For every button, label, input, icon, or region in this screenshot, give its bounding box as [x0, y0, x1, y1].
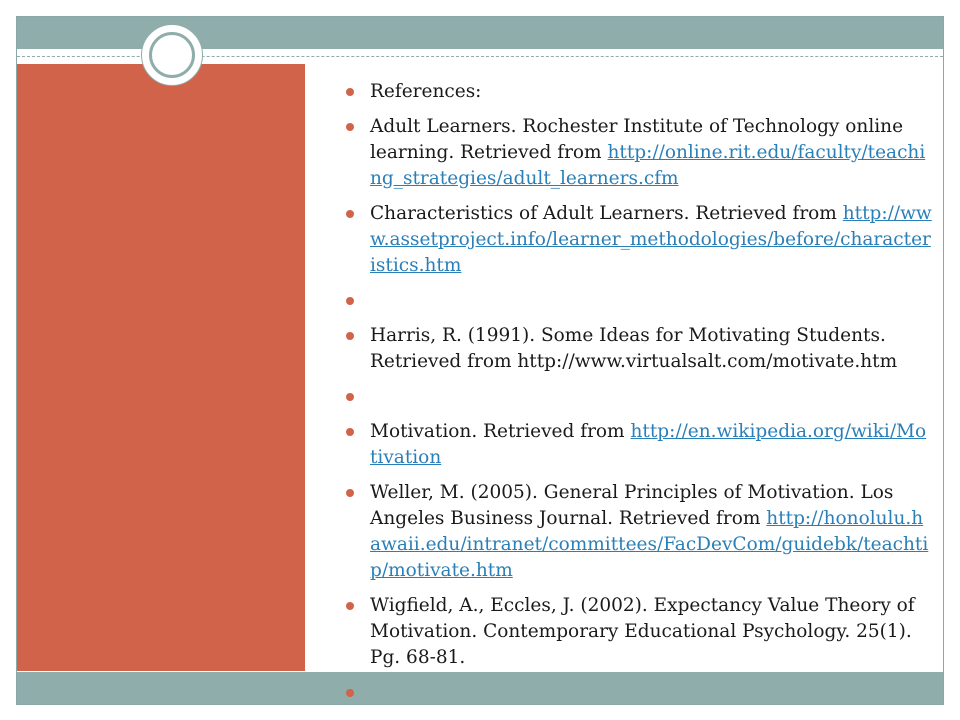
references-heading-item	[344, 79, 932, 105]
bullet-icon	[346, 689, 354, 697]
bullet-icon	[346, 393, 354, 401]
reference-text: Weller, M. (2005). General Principles of Motivation. Los Angeles Business Journal. Retrieved from	[370, 482, 894, 529]
circle-ornament-icon	[141, 24, 203, 86]
bullet-icon	[346, 489, 354, 497]
reference-item	[344, 323, 932, 375]
reference-link[interactable]: http://en.wikipedia.org/wiki/Motivation	[370, 421, 927, 468]
slide	[16, 16, 944, 705]
left-accent-panel	[17, 64, 305, 671]
references-heading: References:	[370, 81, 482, 102]
reference-text: Adult Learners. Rochester Institute of Technology online learning. Retrieved from	[370, 116, 904, 163]
reference-text: Characteristics of Adult Learners. Retrieved from	[370, 203, 837, 224]
empty-reference-item	[344, 288, 932, 314]
bullet-icon	[346, 602, 354, 610]
reference-item	[344, 480, 932, 584]
reference-item	[344, 201, 932, 279]
bullet-icon	[346, 88, 354, 96]
reference-link[interactable]: http://www.assetproject.info/learner_methodologies/before/characteristics.htm	[370, 203, 932, 276]
reference-item	[344, 114, 932, 192]
references-content	[344, 79, 932, 715]
bullet-icon	[346, 210, 354, 218]
reference-text: Wigfield, A., Eccles, J. (2002). Expectancy Value Theory of Motivation. Contemporary Educational Psychology. 25(1). Pg. 68-81.	[370, 595, 915, 668]
reference-text: Motivation. Retrieved from	[370, 421, 625, 442]
empty-reference-item	[344, 680, 932, 706]
circle-ring-icon	[149, 32, 195, 78]
empty-reference-item	[344, 384, 932, 410]
reference-item	[344, 593, 932, 671]
bullet-icon	[346, 428, 354, 436]
bullet-icon	[346, 123, 354, 131]
reference-item	[344, 419, 932, 471]
bullet-icon	[346, 297, 354, 305]
bullet-icon	[346, 332, 354, 340]
reference-link[interactable]: http://online.rit.edu/faculty/teaching_strategies/adult_learners.cfm	[370, 142, 926, 189]
reference-text: Harris, R. (1991). Some Ideas for Motivating Students. Retrieved from http://www.virtualsalt.com/motivate.htm	[370, 325, 898, 372]
reference-link[interactable]: http://honolulu.hawaii.edu/intranet/committees/FacDevCom/guidebk/teachtip/motivate.htm	[370, 508, 929, 581]
references-list	[344, 79, 932, 706]
